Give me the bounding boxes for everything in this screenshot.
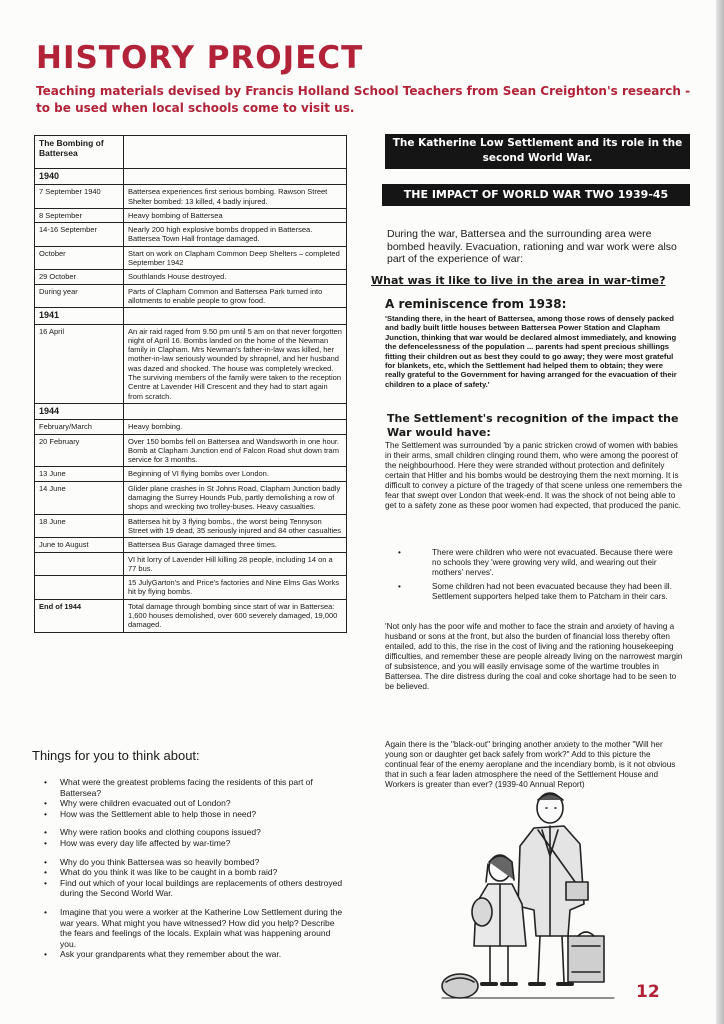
event-cell: Battersea Bus Garage damaged three times. xyxy=(124,538,347,552)
table-row xyxy=(35,552,347,576)
date-cell: 29 October xyxy=(35,270,124,284)
event-cell: An air raid raged from 9.50 pm until 5 am on that never forgotten night of April 16. Bombs landed on the home of the Newman family in Clapham. Mrs Newman's father-in-law was killed, her mother-in-law seriously wounded by shrapnel, and her husband was dazed and shocked. The house was completely wrecked. The surviving members of the family were taken to the reception Centre at Lavender Hill Crescent and they had to start again from scratch. xyxy=(124,324,347,403)
year-cell: 1944 xyxy=(35,403,124,419)
event-cell: VI hit lorry of Lavender Hill killing 28 people, including 14 on a 77 bus. xyxy=(124,552,347,576)
date-cell xyxy=(35,576,124,600)
event-cell: Battersea hit by 3 flying bombs., the worst being Tennyson Street with 19 dead, 35 seriously injured and 84 other casualties xyxy=(124,514,347,538)
event-cell: Heavy bombing. xyxy=(124,420,347,434)
list-item: • How was every day life affected by war-time? xyxy=(44,838,344,849)
year-cell: 1940 xyxy=(35,169,124,185)
table-row xyxy=(35,284,347,308)
date-cell: 13 June xyxy=(35,467,124,481)
event-cell: 15 JulyGarton's and Price's factories and Nine Elms Gas Works hit by flying bombs. xyxy=(124,576,347,600)
reminiscence-heading: A reminiscence from 1938: xyxy=(385,297,567,311)
list-item: • What do you think it was like to be caught in a bomb raid? xyxy=(44,867,344,878)
list-item: • How was the Settlement able to help those in need? xyxy=(44,809,344,820)
list-item: • Why were children evacuated out of London? xyxy=(44,798,344,809)
date-cell: 14 June xyxy=(35,481,124,514)
event-cell xyxy=(124,403,347,419)
intro-paragraph: During the war, Battersea and the surrounding area were bombed heavily. Evacuation, rationing and war work were also part of the experience of war: xyxy=(387,228,677,265)
date-cell: 8 September xyxy=(35,208,124,222)
date-cell xyxy=(35,552,124,576)
event-cell: Parts of Clapham Common and Battersea Park turned into allotments to enable people to grow food. xyxy=(124,284,347,308)
list-item: • Some children had not been evacuated because they had been ill. Settlement supporters helped take them to Patcham in their cars. xyxy=(398,582,683,602)
date-cell: 18 June xyxy=(35,514,124,538)
date-cell: During year xyxy=(35,284,124,308)
evacuee-children-illustration xyxy=(438,786,618,1008)
reminiscence-text: 'Standing there, in the heart of Battersea, among those rows of densely packed and badly built little houses between Battersea Power Station and Clapham Junction, thinking that war would be declared almost immediately, and knowing the defencelessness of the population ... parents had spent precious shillings fitting their children out as best they could to go away; they were most grateful for blankets, etc, which the Settlement had helped them to obtain; they were really grateful to the Government for having arranged for the evacuation of their children to a place of safety.' xyxy=(385,314,677,389)
event-cell: Start on work on Clapham Common Deep Shelters – completed September 1942 xyxy=(124,246,347,270)
table-row xyxy=(35,246,347,270)
table-row xyxy=(35,324,347,403)
table-row xyxy=(35,270,347,284)
event-cell: Total damage through bombing since start of war in Battersea: 1,600 houses demolished, over 600 severely damaged, 19,000 damaged. xyxy=(124,599,347,632)
event-cell: Over 150 bombs fell on Battersea and Wandsworth in one hour. Bomb at Clapham Junction end of Falcon Road shut down tram service for 3 months. xyxy=(124,434,347,467)
date-cell: 7 September 1940 xyxy=(35,185,124,209)
date-cell: October xyxy=(35,246,124,270)
date-cell: 14-16 September xyxy=(35,223,124,247)
recognition-text: The Settlement was surrounded 'by a panic stricken crowd of women with babies in their arms, small children clinging round them, who were among the poorest of the neighbourhood. Here they were stranded without protection and definitely certain that Hitler and his bombs would be destroying them the next morning. It is difficult to convey a picture of the tragedy of that scene unless one remembers the fear that swept over London that week-end. It was the shock of not being able to get to a safety zone as these poor women had expected, that produced the panic. xyxy=(385,441,683,510)
impact-banner: THE IMPACT OF WORLD WAR TWO 1939-45 xyxy=(382,184,690,206)
annual-report-quote-1: 'Not only has the poor wife and mother to face the strain and anxiety of having a husband or sons at the front, but also the burden of financial loss thereby often entailed, add to this, the rise in the cost of living and the rationing housekeeping difficulties, and remember these are people already living on the narrowest margin of subsistence, and you will easily envisage some of the wartime troubles in Battersea. The dire distress during the coal and coke shortage had to be seen to be believed. xyxy=(385,622,683,691)
list-item: • Ask your grandparents what they remember about the war. xyxy=(44,949,344,960)
page-title: HISTORY PROJECT xyxy=(36,40,364,76)
event-cell: Glider plane crashes in St Johns Road, Clapham Junction badly damaging the Surrey Hounds Pub, partly demolishing a row of shops and wrecking two trolley-buses. Heavy casualties. xyxy=(124,481,347,514)
year-row xyxy=(35,308,347,324)
annual-report-quote-2: Again there is the "black-out" bringing another anxiety to the mother "Will her young son or daughter get back safely from work?" Add to this picture the continual fear of the enemy aeroplane and the incendiary bomb, is it not obvious that in such a fear laden atmosphere the need of the Settlement House and Workers is greater than ever? (1939-40 Annual Report) xyxy=(385,740,676,789)
table-row xyxy=(35,434,347,467)
event-cell: Southlands House destroyed. xyxy=(124,270,347,284)
children-list xyxy=(398,548,683,606)
date-cell: 16 April xyxy=(35,324,124,403)
settlement-banner: The Katherine Low Settlement and its role in the second World War. xyxy=(385,134,690,169)
event-cell: Battersea experiences first serious bombing. Rawson Street Shelter bombed: 13 killed, 4 badly injured. xyxy=(124,185,347,209)
list-item: • Find out which of your local buildings are replacements of others destroyed during the Second World War. xyxy=(44,878,344,899)
date-cell: End of 1944 xyxy=(35,599,124,632)
table-row xyxy=(35,599,347,632)
think-heading: Things for you to think about: xyxy=(32,748,200,763)
year-cell: 1941 xyxy=(35,308,124,324)
date-cell: June to August xyxy=(35,538,124,552)
table-row xyxy=(35,420,347,434)
table-row xyxy=(35,538,347,552)
event-cell xyxy=(124,169,347,185)
year-row xyxy=(35,169,347,185)
list-item: • What were the greatest problems facing the residents of this part of Battersea? xyxy=(44,777,344,798)
table-heading-blank xyxy=(124,136,347,169)
table-row xyxy=(35,223,347,247)
table-row xyxy=(35,514,347,538)
recognition-heading: The Settlement's recognition of the impact the War would have: xyxy=(387,412,679,439)
page-edge-shadow xyxy=(716,0,724,1024)
page-subtitle: Teaching materials devised by Francis Holland School Teachers from Sean Creighton's research - to be used when local schools come to visit us. xyxy=(36,84,691,115)
list-item: • Why were ration books and clothing coupons issued? xyxy=(44,827,344,838)
table-row xyxy=(35,185,347,209)
list-item: • Why do you think Battersea was so heavily bombed? xyxy=(44,857,344,868)
table-row xyxy=(35,576,347,600)
event-cell: Nearly 200 high explosive bombs dropped in Battersea. Battersea Town Hall frontage damaged. xyxy=(124,223,347,247)
page-number: 12 xyxy=(636,982,660,1002)
event-cell xyxy=(124,308,347,324)
table-header-row xyxy=(35,136,347,169)
date-cell: 20 February xyxy=(35,434,124,467)
wartime-question-heading: What was it like to live in the area in war-time? xyxy=(371,274,666,287)
list-item: • There were children who were not evacuated. Because there were no schools they 'were growing very wild, and wearing out their mothers' nerves'. xyxy=(398,548,683,578)
table-row xyxy=(35,467,347,481)
year-row xyxy=(35,403,347,419)
list-item: • Imagine that you were a worker at the Katherine Low Settlement during the war years. What might you have witnessed? How did you help? Describe the fears and feelings of the locals. Explain what was happening around you. xyxy=(44,907,344,949)
bombing-timeline-table xyxy=(34,135,347,633)
table-row xyxy=(35,481,347,514)
date-cell: February/March xyxy=(35,420,124,434)
think-list xyxy=(44,777,344,960)
event-cell: Heavy bombing of Battersea xyxy=(124,208,347,222)
table-row xyxy=(35,208,347,222)
table-heading: The Bombing of Battersea xyxy=(35,136,124,169)
event-cell: Beginning of VI flying bombs over London. xyxy=(124,467,347,481)
